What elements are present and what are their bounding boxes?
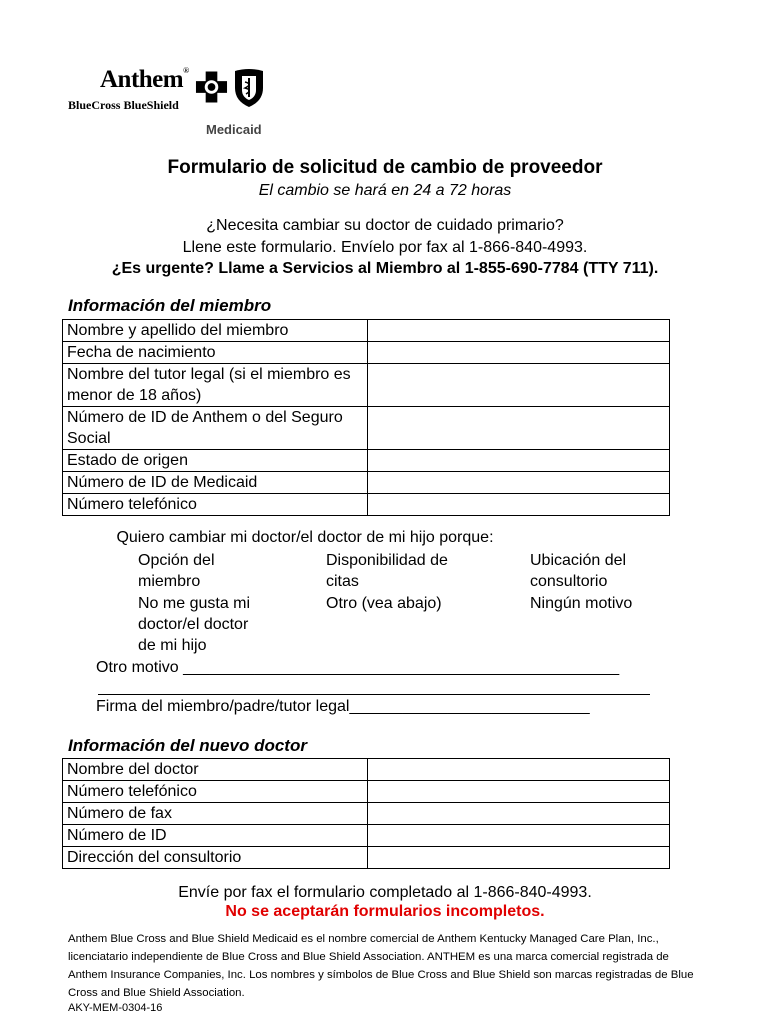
table-row — [63, 759, 670, 781]
field-label: Número de fax — [63, 803, 368, 825]
table-row — [63, 364, 670, 407]
doctor-phone-field[interactable] — [368, 781, 670, 803]
reason-label: Opción del miembro — [138, 552, 215, 590]
reason-option[interactable] — [510, 593, 660, 614]
fax-instructions: Envíe por fax el formulario completado al 1-866-840-4993. — [178, 884, 592, 901]
doctor-fax-field[interactable] — [368, 803, 670, 825]
field-label: Nombre y apellido del miembro — [63, 320, 368, 342]
office-address-field[interactable] — [368, 847, 670, 869]
other-reason-field[interactable]: Otro motivo _________________________________________________ — [96, 659, 620, 676]
doctor-name-field[interactable] — [368, 759, 670, 781]
medicaid-id-field[interactable] — [368, 472, 670, 494]
field-label: Estado de origen — [63, 450, 368, 472]
table-row — [63, 342, 670, 364]
intro-instructions: Llene este formulario. Envíelo por fax al 1-866-840-4993. — [182, 239, 588, 256]
guardian-name-field[interactable] — [368, 364, 670, 407]
change-reason-intro — [92, 529, 494, 547]
reason-option[interactable] — [118, 593, 288, 654]
form-title: Formulario de solicitud de cambio de proveedor — [167, 157, 603, 178]
field-label: Número de ID de Anthem o del Seguro Social — [63, 407, 368, 450]
reason-label: Ningún motivo — [530, 595, 633, 612]
table-row — [63, 450, 670, 472]
field-label: Nombre del doctor — [63, 759, 368, 781]
blue-cross-icon — [195, 70, 228, 104]
reason-label: Disponibilidad de citas — [326, 552, 448, 590]
field-label: Fecha de nacimiento — [63, 342, 368, 364]
anthem-logo — [68, 66, 328, 146]
table-row — [63, 781, 670, 803]
field-label: Dirección del consultorio — [63, 847, 368, 869]
member-section-heading: Información del miembro — [68, 296, 272, 315]
intro-question: ¿Necesita cambiar su doctor de cuidado primario? — [206, 217, 564, 234]
logo-reg: ® — [183, 66, 189, 75]
field-label: Número de ID — [63, 825, 368, 847]
doctor-section-heading: Información del nuevo doctor — [68, 736, 307, 755]
reason-label: No me gusta mi doctor/el doctor de mi hijo — [138, 595, 251, 654]
field-label: Número telefónico — [63, 494, 368, 516]
legal-disclaimer: Anthem Blue Cross and Blue Shield Medicaid es el nombre comercial de Anthem Kentucky Managed Care Plan, Inc., licenciatario independiente de Blue Cross and Blue Shield Association. ANTHEM es una marca comercial registrada de Anthem Insurance Companies, Inc. Los nombres y símbolos de Blue Cross and Blue Shield son marcas registradas de Blue Cross and Blue Shield Association. — [68, 933, 694, 999]
form-subtitle: El cambio se hará en 24 a 72 horas — [258, 182, 512, 199]
field-label: Nombre del tutor legal (si el miembro es menor de 18 años) — [63, 364, 368, 407]
table-row — [63, 407, 670, 450]
field-label: Número de ID de Medicaid — [63, 472, 368, 494]
logo-subtitle: BlueCross BlueShield — [68, 98, 179, 112]
logo-program: Medicaid — [206, 122, 262, 137]
member-info-table — [62, 319, 670, 516]
reason-option[interactable] — [118, 550, 288, 590]
signature-field[interactable]: Firma del miembro/padre/tutor legal___________________________ — [96, 698, 590, 715]
table-row — [63, 472, 670, 494]
table-row — [63, 494, 670, 516]
birth-date-field[interactable] — [368, 342, 670, 364]
reason-option[interactable] — [510, 550, 660, 590]
doctor-id-field[interactable] — [368, 825, 670, 847]
anthem-id-field[interactable] — [368, 407, 670, 450]
origin-state-field[interactable] — [368, 450, 670, 472]
member-phone-field[interactable] — [368, 494, 670, 516]
incomplete-warning: No se aceptarán formularios incompletos. — [225, 903, 545, 920]
field-label: Número telefónico — [63, 781, 368, 803]
blue-shield-icon — [233, 68, 265, 108]
reason-label: Otro (vea abajo) — [326, 595, 442, 612]
form-code: AKY-MEM-0304-16 — [68, 1002, 163, 1014]
table-row — [63, 825, 670, 847]
doctor-info-table — [62, 758, 670, 869]
member-name-field[interactable] — [368, 320, 670, 342]
reason-label: Ubicación del consultorio — [530, 552, 627, 590]
table-row — [63, 847, 670, 869]
logo-brand: Anthem — [100, 66, 184, 93]
table-row — [63, 320, 670, 342]
reason-option[interactable] — [306, 550, 486, 590]
reason-intro-text: Quiero cambiar mi doctor/el doctor de mi hijo porque: — [116, 529, 494, 546]
table-row — [63, 803, 670, 825]
reason-option[interactable] — [306, 593, 486, 614]
urgent-notice: ¿Es urgente? Llame a Servicios al Miembro al 1-855-690-7784 (TTY 711). — [111, 260, 659, 277]
other-reason-line[interactable] — [98, 694, 650, 695]
